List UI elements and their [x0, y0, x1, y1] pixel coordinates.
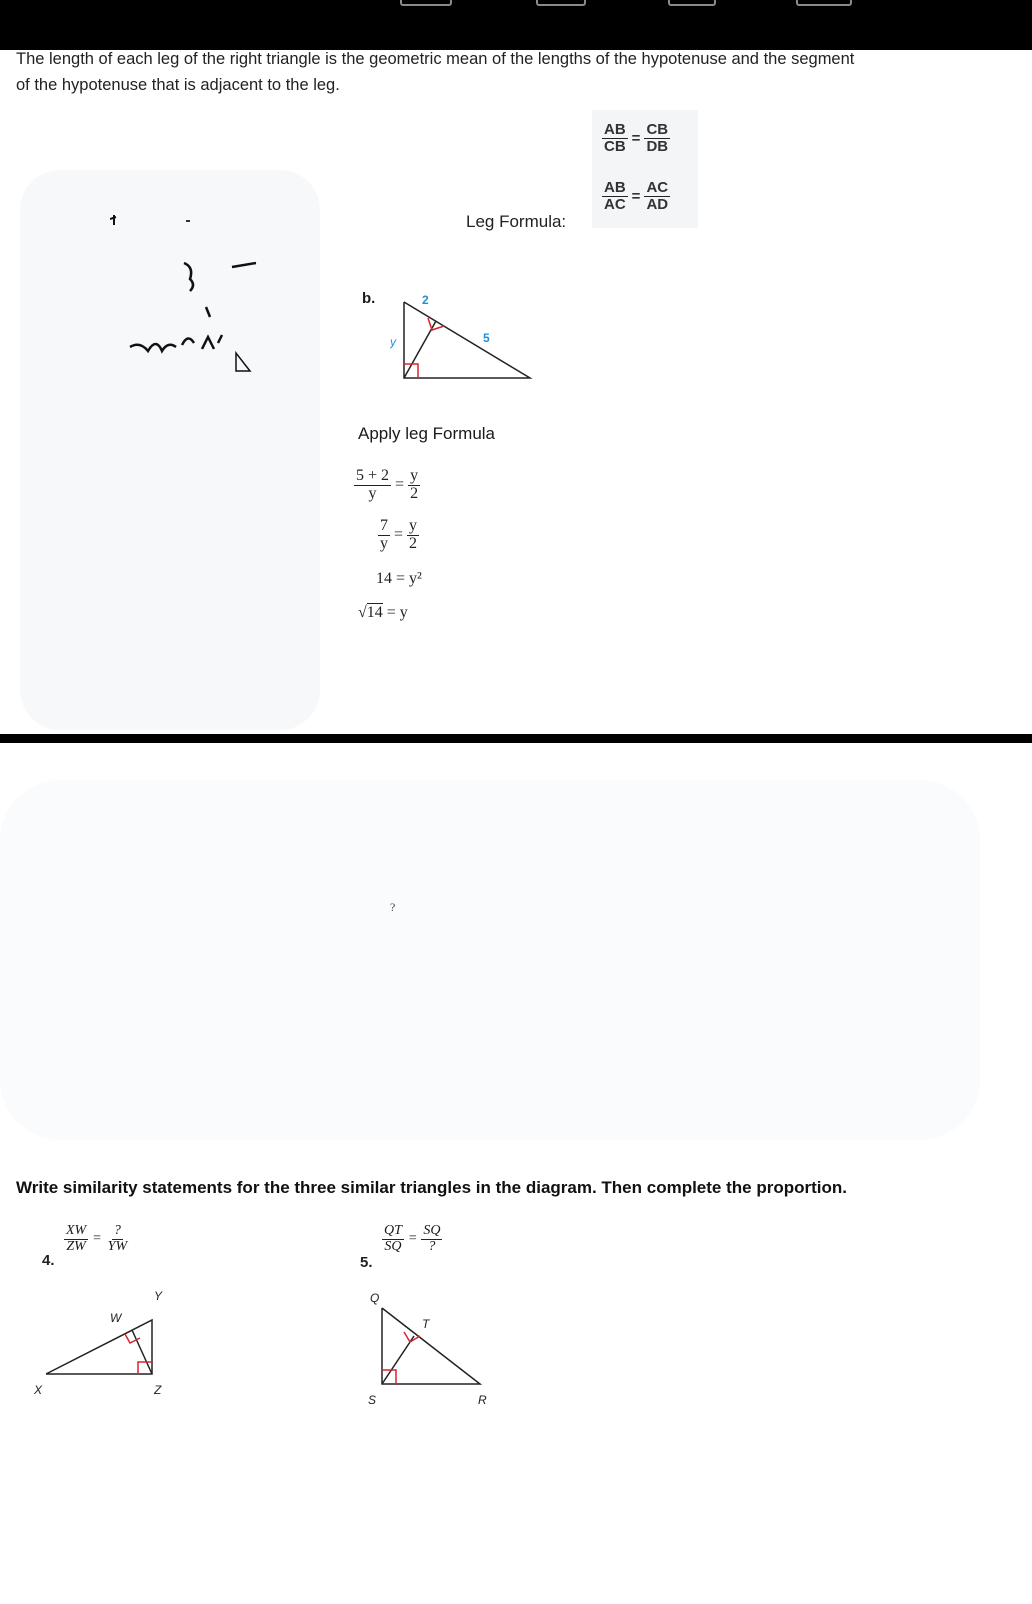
sqrt-radicand: 14 [366, 604, 383, 621]
leg-formula-label: Leg Formula: [466, 212, 567, 231]
toolbar-ghost-button [536, 0, 586, 6]
toolbar-ghost-button [400, 0, 452, 6]
formula-row-2: $\frac{AB}{AC}$ = $\frac{AC}{AD}$ [604, 179, 669, 213]
intro-text [16, 46, 1016, 98]
problem-4-triangle [28, 1290, 178, 1400]
problem-4-proportion: $\frac{XW}{ZW}$ = $\frac{?}{YW}$ [66, 1223, 128, 1254]
formula-row-1: $\frac{AB}{CB}$ = $\frac{CB}{DB}$ [604, 121, 669, 155]
stray-mark: ? [390, 900, 396, 914]
leg-formula-box [592, 110, 698, 228]
toolbar-ghost-button [668, 0, 716, 6]
instruction-text: Write similarity statements for the three similar triangles in the diagram. Then complete the proportion. [16, 1178, 847, 1197]
altitude-line [382, 1336, 414, 1384]
example-b-triangle [390, 294, 540, 384]
side-label-5: 5 [483, 331, 490, 345]
vertex-label-Q: Q [370, 1291, 380, 1305]
vertex-label-X: X [34, 1383, 43, 1397]
altitude-line [132, 1330, 152, 1374]
vertex-label-T: T [422, 1317, 430, 1331]
problem-4-number: 4. [42, 1252, 55, 1269]
vertex-label-R: R [478, 1393, 487, 1407]
intro-line-1: The length of each leg of the right triangle is the geometric mean of the lengths of the hypotenuse and the segment [16, 50, 855, 68]
intro-line-2: of the hypotenuse that is adjacent to the leg. [16, 76, 340, 94]
work-step-2: $\frac{7}{y}$ = $\frac{y}{2}$ [380, 517, 418, 552]
triangle-outline [46, 1320, 152, 1374]
right-angle-marker [404, 1332, 420, 1342]
problem-5-proportion: $\frac{QT}{SQ}$ = $\frac{SQ}{?}$ [384, 1223, 441, 1254]
problem-5-number: 5. [360, 1254, 373, 1271]
vertex-label-W: W [110, 1311, 122, 1325]
handwriting-scribbles [110, 205, 270, 385]
faded-area [0, 780, 980, 1140]
vertex-label-Z: Z [154, 1383, 162, 1397]
vertex-label-S: S [368, 1393, 377, 1407]
sqrt-rest: = y [382, 604, 408, 621]
triangle-outline [404, 302, 530, 378]
top-bar [0, 0, 1032, 50]
work-step-4 [358, 604, 408, 622]
example-b-label: b. [362, 290, 376, 307]
apply-label: Apply leg Formula [358, 424, 496, 443]
side-label-y: y [390, 335, 396, 349]
section-divider [0, 734, 1032, 743]
sqrt-sign: √ [358, 604, 367, 621]
toolbar-ghost-button [796, 0, 852, 6]
vertex-label-Y: Y [154, 1290, 163, 1303]
work-step-3: 14 = y² [376, 570, 422, 587]
work-step-1: $\frac{5 + 2}{y}$ = $\frac{y}{2}$ [356, 467, 419, 502]
problem-5-triangle [358, 1290, 508, 1410]
side-label-2: 2 [422, 294, 429, 307]
